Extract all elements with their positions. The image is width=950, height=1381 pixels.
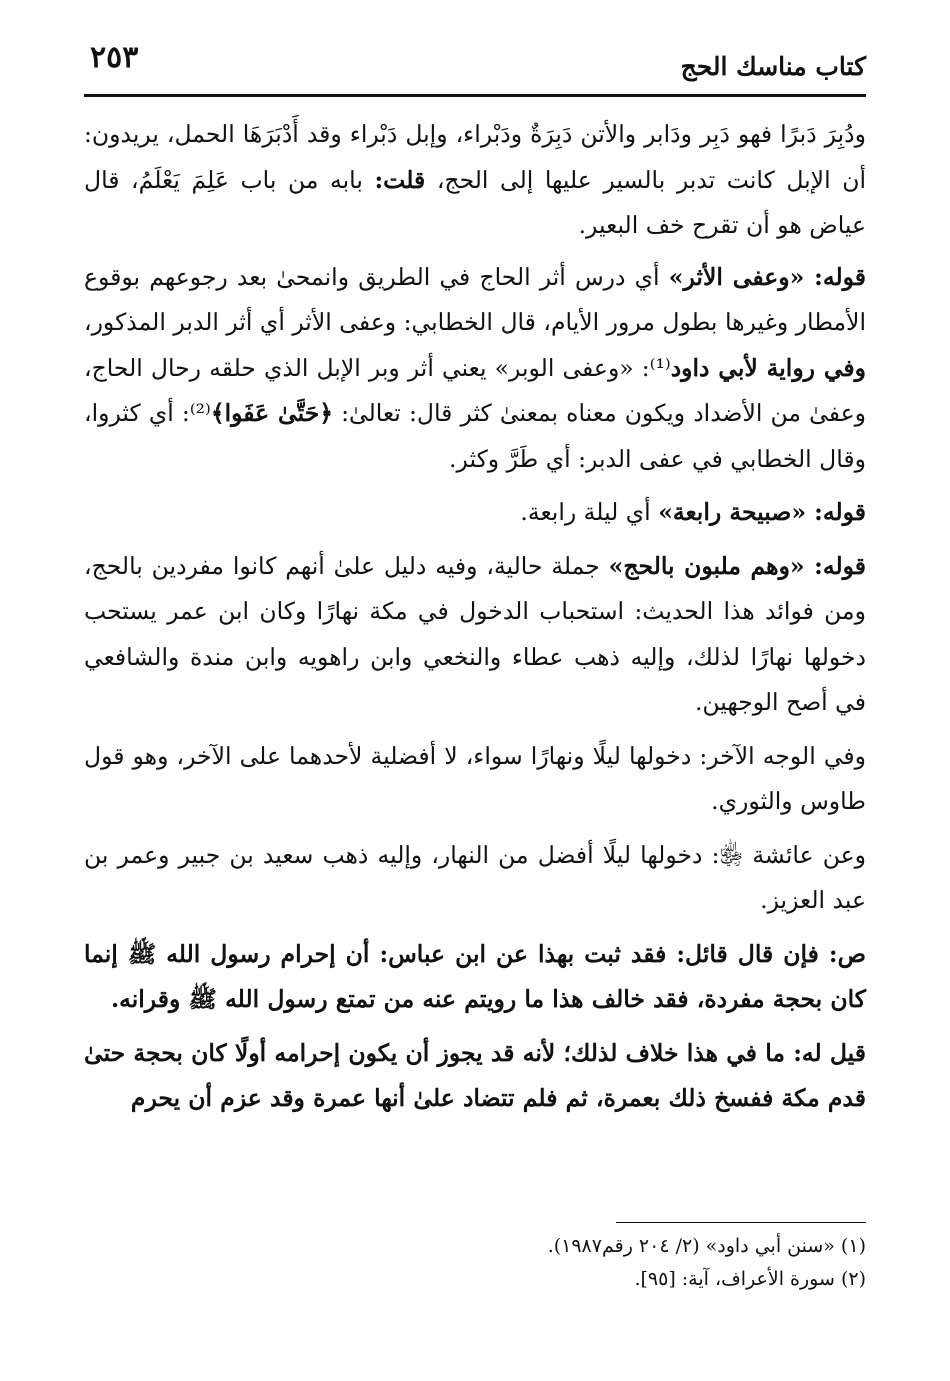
text-segment: ⁽²⁾: أي كثروا، وقال الخطابي في عفى الدبر: أي طَرَّ وكثر. xyxy=(84,399,866,473)
book-title: كتاب مناسك الحج xyxy=(680,52,866,81)
text-segment: بابه من باب عَلِمَ يَعْلَمُ، قال عياض هو أن تقرح خف البعير. xyxy=(84,165,866,239)
footnote-separator xyxy=(616,1222,866,1223)
paragraph-5 xyxy=(84,734,866,825)
quran-quote: ﴿حَتَّىٰ عَفَوا﴾ xyxy=(210,399,333,427)
paragraph-6 xyxy=(84,833,866,924)
page-number: ٢٥٣ xyxy=(90,40,139,75)
text-segment: أي ليلة رابعة. xyxy=(520,498,659,526)
text-segment: قيل له: ما في هذا خلاف لذلك؛ لأنه قد يجوز أن يكون إحرامه أولًا كان بحجة حتىٰ قدم مكة ففسخ ذلك بعمرة، ثم فلم تتضاد علىٰ أنها عمرة وقد عزم أن يحرم xyxy=(84,1038,866,1112)
paragraph-7 xyxy=(84,932,866,1023)
text-segment: ص: فإن قال قائل: فقد ثبت بهذا عن ابن عباس: أن إحرام رسول الله ﷺ إنما كان بحجة مفردة، فقد خالف هذا ما رويتم عنه من تمتع رسول الله ﷺ وقرانه. xyxy=(84,939,866,1013)
footnotes xyxy=(84,1230,866,1296)
main-text xyxy=(84,112,866,1130)
riwaya-label: وفي رواية لأبي داود xyxy=(670,353,867,382)
paragraph-3 xyxy=(84,490,866,536)
text-segment: جملة حالية، وفيه دليل علىٰ أنهم كانوا مفردين بالحج، ومن فوائد هذا الحديث: استحباب الدخول في مكة نهارًا وكان ابن عمر يستحب دخولها نهارًا لذلك، وإليه ذهب عطاء والنخعي وابن راهويه وابن مندة والشافعي في أصح الوجهين. xyxy=(84,551,866,716)
text-segment: وعن عائشة ﵂: دخولها ليلًا أفضل من النهار، وإليه ذهب سعيد بن جبير وعمر بن عبد العزيز. xyxy=(84,840,866,914)
paragraph-2 xyxy=(84,255,866,483)
footnote-1: (١) «سنن أبي داود» (٢/ ٢٠٤ رقم١٩٨٧). xyxy=(547,1235,866,1257)
paragraph-4 xyxy=(84,544,866,726)
page-header xyxy=(84,32,866,97)
text-segment: ودُبِرَ دَبرًا فهو دَبِر ودَابر والأتن دَبِرَةٌ ودَبْراء، وإبل دَبْراء وقد أَدْبَرَهَا الحمل، يريدون: أن الإبل كانت تدبر بالسير عليها إلى الحج، xyxy=(84,120,866,194)
footnote-2: (٢) سورة الأعراف، آية: [٩٥]. xyxy=(634,1268,866,1290)
text-segment: أي درس أثر الحاج في الطريق وانمحىٰ بعد رجوعهم بوقوع الأمطار وغيرها بطول مرور الأيام، قال الخطابي: وعفى الأثر أي أثر الدبر المذكور، xyxy=(84,262,866,336)
qawluhu-label: قوله: «صبيحة رابعة» xyxy=(658,498,866,526)
paragraph-1 xyxy=(84,112,866,249)
qawluhu-label: قوله: «وهم ملبون بالحج» xyxy=(608,551,866,580)
text-segment: وفي الوجه الآخر: دخولها ليلًا ونهارًا سواء، لا أفضلية لأحدهما على الآخر، وهو قول طاوس والثوري. xyxy=(84,741,866,815)
text-segment: ⁽¹⁾: «وعفى الوبر» يعني أثر وبر الإبل الذي حلقه رحال الحاج، وعفىٰ من الأضداد ويكون معناه بمعنىٰ كثر قال: تعالىٰ: xyxy=(84,353,867,427)
qawluhu-label: قوله: «وعفى الأثر» xyxy=(668,262,866,291)
qult-label: قلت: xyxy=(374,165,426,194)
paragraph-8 xyxy=(84,1031,866,1122)
